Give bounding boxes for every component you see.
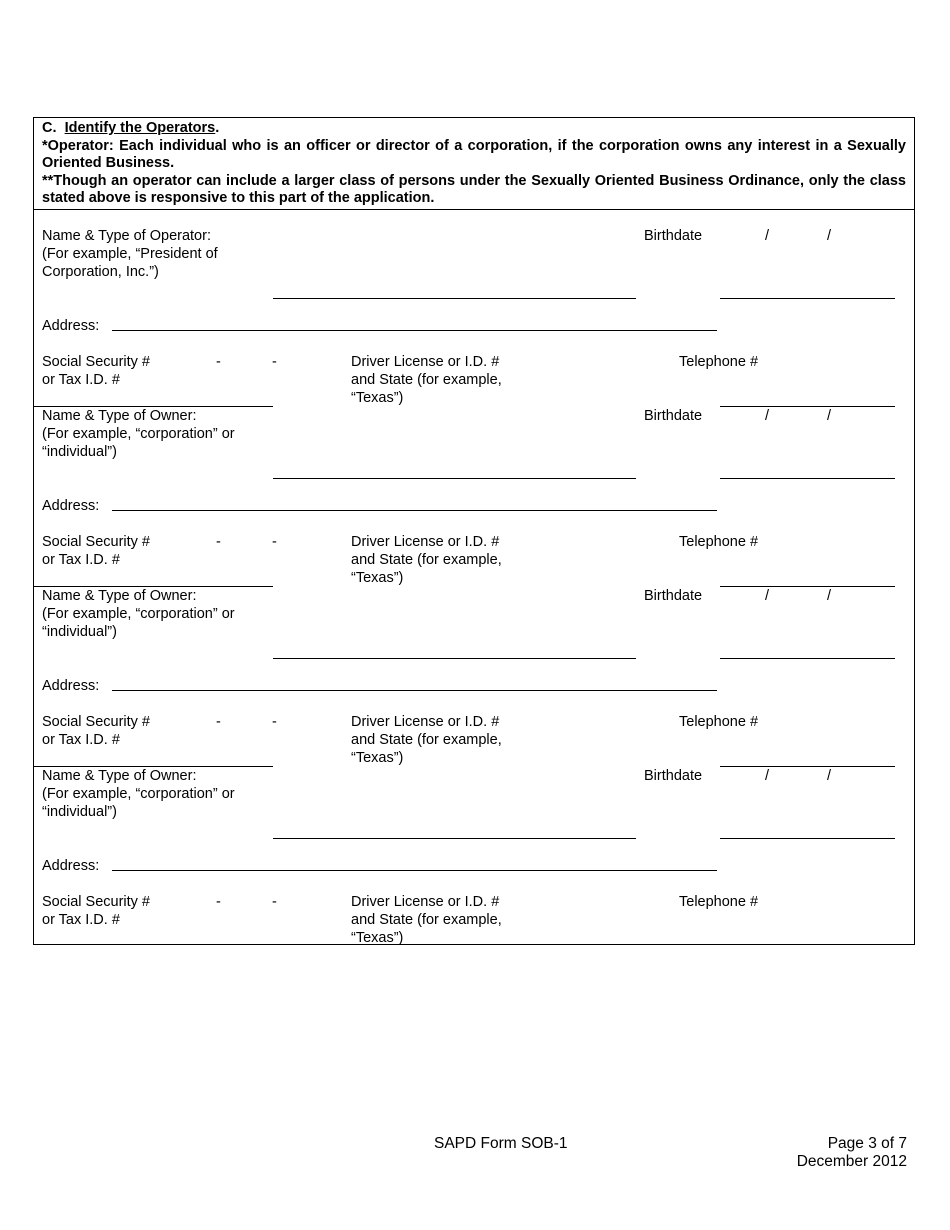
birthdate-slash-2: /: [827, 588, 832, 604]
birthdate-label: Birthdate: [644, 408, 703, 424]
address-label: Address:: [42, 858, 100, 874]
address-field[interactable]: [112, 330, 717, 331]
name-type-example-line1: (For example, “corporation” or: [42, 426, 235, 442]
name-type-field[interactable]: [273, 478, 636, 479]
footer-page-info: [797, 1135, 907, 1171]
ssn-dash-2: -: [272, 354, 277, 370]
birthdate-slash-2: /: [827, 408, 832, 424]
address-label: Address:: [42, 318, 100, 334]
footer-form-name: SAPD Form SOB-1: [434, 1135, 568, 1152]
tax-id-label: or Tax I.D. #: [42, 912, 120, 928]
telephone-label: Telephone #: [679, 534, 759, 550]
driver-license-label: Driver License or I.D. #: [351, 894, 500, 910]
footer-page-number: Page 3 of 7: [827, 1135, 907, 1152]
name-type-example-line1: (For example, “President of: [42, 246, 218, 262]
ssn-dash-2: -: [272, 894, 277, 910]
driver-license-state-label: and State (for example,: [351, 732, 502, 748]
name-type-field[interactable]: [273, 298, 636, 299]
ssn-dash-1: -: [216, 894, 221, 910]
birthdate-slash-2: /: [827, 768, 832, 784]
name-type-example-line2: “individual”): [42, 444, 117, 460]
name-type-label: Name & Type of Owner:: [42, 408, 197, 424]
ssn-dash-2: -: [272, 534, 277, 550]
block-separator-right: [720, 766, 895, 767]
driver-license-label: Driver License or I.D. #: [351, 534, 500, 550]
operator-definition-note: *Operator: Each individual who is an officer or director of a corporation, if the corporation owns any interest in a Sexually Oriented Business.: [42, 137, 906, 171]
driver-license-state-label: and State (for example,: [351, 372, 502, 388]
footer-date: December 2012: [796, 1153, 907, 1170]
ssn-dash-1: -: [216, 534, 221, 550]
section-letter-dot: .: [52, 120, 57, 136]
ssn-dash-1: -: [216, 714, 221, 730]
tax-id-label: or Tax I.D. #: [42, 552, 120, 568]
tax-id-label: or Tax I.D. #: [42, 732, 120, 748]
driver-license-example: “Texas”): [351, 750, 404, 766]
driver-license-state-label: and State (for example,: [351, 552, 502, 568]
name-type-field[interactable]: [273, 658, 636, 659]
address-label: Address:: [42, 498, 100, 514]
driver-license-label: Driver License or I.D. #: [351, 714, 500, 730]
section-title: Identify the Operators: [64, 120, 216, 136]
birthdate-slash-1: /: [765, 588, 770, 604]
birthdate-field[interactable]: [720, 838, 895, 839]
telephone-label: Telephone #: [679, 894, 759, 910]
ssn-dash-1: -: [216, 354, 221, 370]
birthdate-label: Birthdate: [644, 768, 703, 784]
name-type-example-line2: Corporation, Inc.”): [42, 264, 159, 280]
name-type-field[interactable]: [273, 838, 636, 839]
driver-license-state-label: and State (for example,: [351, 912, 502, 928]
birthdate-slash-2: /: [827, 228, 832, 244]
name-type-example-line2: “individual”): [42, 804, 117, 820]
driver-license-example: “Texas”): [351, 930, 404, 946]
birthdate-field[interactable]: [720, 298, 895, 299]
ssn-label: Social Security #: [42, 354, 150, 370]
block-separator-right: [720, 406, 895, 407]
address-field[interactable]: [112, 870, 717, 871]
driver-license-label: Driver License or I.D. #: [351, 354, 500, 370]
ssn-label: Social Security #: [42, 714, 150, 730]
birthdate-label: Birthdate: [644, 588, 703, 604]
name-type-label: Name & Type of Owner:: [42, 768, 197, 784]
address-field[interactable]: [112, 510, 717, 511]
section-header: [34, 118, 914, 210]
tax-id-label: or Tax I.D. #: [42, 372, 120, 388]
address-label: Address:: [42, 678, 100, 694]
operator-scope-note: **Though an operator can include a larger class of persons under the Sexually Oriented Business Ordinance, only the class stated above is responsive to this part of the application.: [42, 172, 906, 206]
ssn-label: Social Security #: [42, 894, 150, 910]
block-separator-right: [720, 586, 895, 587]
birthdate-slash-1: /: [765, 768, 770, 784]
birthdate-label: Birthdate: [644, 228, 703, 244]
name-type-example-line2: “individual”): [42, 624, 117, 640]
birthdate-slash-1: /: [765, 228, 770, 244]
birthdate-slash-1: /: [765, 408, 770, 424]
driver-license-example: “Texas”): [351, 570, 404, 586]
ssn-dash-2: -: [272, 714, 277, 730]
birthdate-field[interactable]: [720, 658, 895, 659]
telephone-label: Telephone #: [679, 354, 759, 370]
name-type-example-line1: (For example, “corporation” or: [42, 786, 235, 802]
birthdate-field[interactable]: [720, 478, 895, 479]
section-letter: C: [42, 120, 53, 136]
driver-license-example: “Texas”): [351, 390, 404, 406]
section-title-dot: .: [215, 120, 220, 136]
section-title-line: [42, 120, 906, 138]
name-type-example-line1: (For example, “corporation” or: [42, 606, 235, 622]
name-type-label: Name & Type of Operator:: [42, 228, 211, 244]
address-field[interactable]: [112, 690, 717, 691]
name-type-label: Name & Type of Owner:: [42, 588, 197, 604]
ssn-label: Social Security #: [42, 534, 150, 550]
telephone-label: Telephone #: [679, 714, 759, 730]
